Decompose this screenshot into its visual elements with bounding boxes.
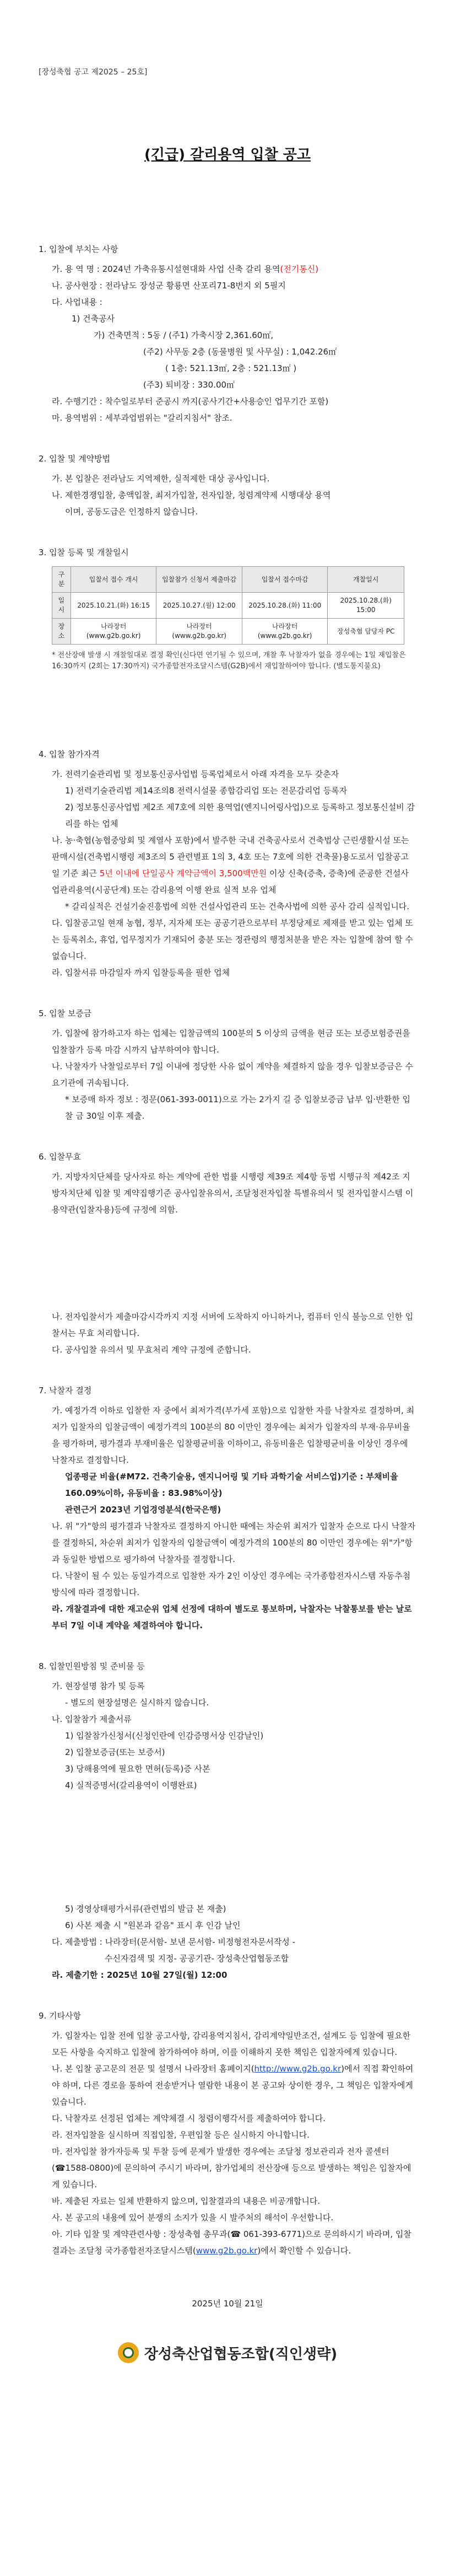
- schedule-table: [52, 566, 404, 645]
- s9-ah-text2: )에서 확인할 수 있습니다.: [257, 2246, 351, 2256]
- page-title: (긴급) 갈리용역 입찰 공고: [144, 147, 311, 163]
- s4-item-na: [39, 832, 416, 898]
- section-4: [39, 746, 416, 981]
- s7-ga-bold2: 관련근거 2023년 기업경영분석(한국은행): [65, 1505, 221, 1515]
- section-1-heading: 1. 입찰에 부치는 사항: [39, 244, 118, 254]
- s4-item-ga: 가. 전력기술관리법 및 정보통신공사업법 등록업체로서 아래 자격을 모두 갖춘자: [52, 769, 339, 779]
- s4-na-text: 나. 농·축협(농협중앙회 및 계열사 포함)에서 발주한 국내 건축공사로서 건축법상 근린생활시설 또는 판매시설(건축법시행령 제3조의 5 관련별표 1의 3, 4호 또는 7호에 의한 건축물)용도로서 입찰공고일 기준 최근: [52, 835, 409, 878]
- table-cell: 2025.10.28.(화) 15:00: [328, 593, 404, 619]
- s2-item-ga: 가. 본 입찰은 전라남도 지역제한, 실적제한 대상 공사입니다.: [52, 474, 270, 484]
- table-cell: 2025.10.28.(화) 11:00: [242, 593, 328, 619]
- section-6-heading: 6. 입찰무효: [39, 1152, 82, 1162]
- s7-ga-bold: 업종평균 비율(#M72. 건축기술용, 엔지니어링 및 기타 과학기술 서비스업)기준 : 부채비율 160.09%이하, 유동비율 : 83.98%이상): [65, 1472, 398, 1498]
- s5-item-ga: 가. 입찰에 참가하고자 하는 업체는 입찰금액의 100분의 5 이상의 금액을 현금 또는 보증보험증권을 입찰참가 등록 마감 시까지 납부하여야 합니다.: [52, 1028, 410, 1055]
- s1-d1: 1) 건축공사: [72, 314, 115, 324]
- section-2-heading: 2. 입찰 및 계약방법: [39, 454, 111, 464]
- section-1: [39, 241, 416, 426]
- section-7-heading: 7. 낙찰자 결정: [39, 1386, 92, 1396]
- org-name: 장성축산업협동조합(직인생략): [144, 2346, 338, 2363]
- s9-na-text2: )에서 직접 확인하여야 하며, 다른 경로을 통하여 전송받거나 열람한 내용이 본 공고와 상이한 경우, 그 책임은 입찰자에게 있습니다.: [52, 2064, 414, 2107]
- s9-item-da: 다. 낙찰자로 선정된 업체는 계약체결 시 청렴이행각서를 제출하여야 합니다.: [52, 2113, 326, 2123]
- schedule-col-1: 입찰서 접수 개시: [71, 567, 156, 593]
- section-5-heading: 5. 입찰 보증금: [39, 1008, 92, 1018]
- s9-ah-text: 아. 기타 입찰 및 계약관련사항 : 장성축협 총무과(☎ 061-393-6771)으로 문의하시기 바라며, 입찰결과는 조달청 국가종합전자조달시스템(: [52, 2229, 411, 2256]
- s9-item-ah: [39, 2226, 416, 2259]
- section-5: [39, 1005, 416, 1124]
- schedule-col-3: 입찰서 접수마감: [242, 567, 328, 593]
- schedule-col-2: 입찰참가 신청서 제출마감: [156, 567, 242, 593]
- s1-ga-text: 가. 용 역 명 : 2024년 가축유통시설현대화 사업 신축 갈리 용역: [52, 264, 280, 274]
- s4-item-da: 다. 입찰공고일 현재 농협, 정부, 지자체 또는 공공기관으로부터 부정당제로 제재를 받고 있는 업체 또는 등록취소, 휴업, 업무정지가 기재되어 충분 또는 정관령의 행정처분을 받은 자는 입찰에 참여 할 수 없습니다.: [52, 918, 413, 961]
- table-cell: 장성축협 담당자 PC: [328, 619, 404, 645]
- s4-ga2: 2) 정보통신공사업법 제2조 제7호에 의한 용역업(엔지니어링사업)으로 등록하고 정보통신설비 감리를 하는 업체: [65, 802, 415, 829]
- s1-d1b: (주2) 사무동 2층 (동물병원 및 사무실) : 1,042.26㎡: [143, 347, 337, 357]
- s1-item-da: 다. 사업내용 :: [52, 297, 102, 307]
- schedule-row1-label: 일 시: [52, 593, 71, 619]
- s8-n6: 6) 사본 제출 시 "원본과 같음" 표시 후 인감 날인: [65, 1920, 241, 1930]
- table-cell: 2025.10.21.(화) 16:15: [71, 593, 156, 619]
- s6-item-ga: 가. 지방자치단체를 당사자로 하는 계약에 관한 법률 시행령 제39조 제4항 동법 시행규칙 제42조 지방자치단체 입찰 및 계약집행기준 공사입찰유의서, 조달청전자입찰 특별유의서 및 전자입찰시스템 이용약관(입찰자용)등에 규정에 의함.: [52, 1172, 414, 1215]
- notice-date: 2025년 10월 21일: [192, 2299, 263, 2309]
- s7-item-na: 나. 위 "가"항의 평가결과 낙찰자로 결정하지 아니한 때에는 차순위 최저가 입찰자 순으로 다시 낙찰자를 결정하되, 차순위 최저가 입찰자의 입찰금액이 예정가격의 100분의 80 이만인 경우에는 위"가"항과 동일한 방법으로 평가하여 낙찰자를 결정합니다.: [52, 1521, 416, 1564]
- s2-item-na1: 나. 제한경쟁입찰, 총액입찰, 최저가입찰, 전자입찰, 청렴계약제 시행대상 용역: [52, 490, 331, 500]
- table-cell: 나라장터 (www.g2b.go.kr): [71, 619, 156, 645]
- g2b-link-2[interactable]: www.g2b.go.kr: [196, 2246, 258, 2256]
- section-4-heading: 4. 입찰 참가자격: [39, 749, 100, 759]
- s1-item-na: 나. 공사현장 : 전라남도 장성군 황룡면 산포리71-8번지 외 5필지: [52, 281, 286, 291]
- s8-n4: 4) 실적증명서(갈리용역이 이행완료): [65, 1780, 197, 1790]
- s8-item-ra: 라. 제출기한 : 2025년 10월 27일(월) 12:00: [52, 1970, 228, 1980]
- section-8-heading: 8. 입찰민원방침 및 준비물 등: [39, 1661, 145, 1671]
- s9-item-na: [39, 2060, 416, 2110]
- doc-code: [장성축협 공고 제2025 – 25호]: [39, 68, 148, 77]
- s9-item-sa: 사. 본 공고의 내용에 있어 분쟁의 소지가 있을 시 발주처의 해석이 우선합니다.: [52, 2213, 334, 2223]
- table-row: [52, 619, 404, 645]
- s4-ga1: 1) 전력기술관리법 제14조의8 전력시설물 종합감리업 또는 전문감리업 등록자: [65, 786, 348, 796]
- section-6: [39, 1149, 416, 1218]
- s8-item-da: 다. 제출방법 : 나라장터(문서함- 보낸 문서함- 비정형전자문서작성 -: [52, 1937, 296, 1947]
- s1-d1a: 가) 건축면적 : 5동 / (주1) 가축시장 2,361.60㎡,: [94, 330, 274, 340]
- schedule-col-0: 구 분: [52, 567, 71, 593]
- s1-item-ma: 마. 용역범위 : 세부과업범위는 "갈리지침서" 참조.: [52, 413, 232, 423]
- section-6-cont: [39, 1308, 416, 1358]
- s8-item-na: 나. 입찰참가 제출서류: [52, 1714, 132, 1724]
- section-9: [39, 2008, 416, 2259]
- s9-item-ra: 라. 전자입찰을 실시하며 직접입찰, 우편입찰 등은 실시하지 아니합니다.: [52, 2130, 310, 2140]
- section-7: [39, 1382, 416, 1634]
- s9-item-ga: 가. 입찰자는 입찰 전에 입찰 공고사항, 감리용역지침서, 감리계약일반조건, 설계도 등 입찰에 필요한 모든 사항을 숙지하고 입찰에 참가하여야 하며, 이를 이해하지 못한 책임은 입찰자에게 있습니다.: [52, 2031, 411, 2057]
- s4-na-note: * 갈리실적은 건설기술진흥법에 의한 건설사업관리 또는 건축사법에 의한 공사 감리 실적입니다.: [65, 901, 410, 911]
- s4-na-red: 5년 이내에 단일공사 계약금액이 3,500백만원: [99, 868, 267, 878]
- footer-org: [39, 2342, 416, 2363]
- section-3-heading: 3. 입찰 등록 및 개찰일시: [39, 548, 129, 557]
- s1-d1c: ( 1층: 521.13㎡, 2층 : 521.13㎡ ): [165, 363, 297, 373]
- s7-item-ra: 라. 개찰결과에 대한 재고순위 업체 선정에 대하여 별도로 통보하며, 낙찰자는 낙찰통보를 받는 날로부터 7일 이내 계약을 체결하여야 합니다.: [52, 1604, 412, 1630]
- s8-n2: 2) 입찰보증금(또는 보증서): [65, 1747, 165, 1757]
- table-row: [52, 593, 404, 619]
- cooperative-seal-icon: [118, 2342, 139, 2363]
- s9-item-ma: 마. 전자입찰 참가자등록 및 투찰 등에 문제가 발생한 경우에는 조달청 정보관리과 전자 콜센터(☎1588-0800)에 문의하여 주시기 바라며, 참가업체의 전산장애 등으로 발생하는 책임은 입찰자에게 있습니다.: [52, 2146, 411, 2189]
- s7-item-da: 다. 낙찰이 될 수 있는 동일가격으로 입찰한 자가 2인 이상인 경우에는 국가종합전자시스템 자동추첨방식에 따라 결정합니다.: [52, 1571, 411, 1597]
- section-2: [39, 450, 416, 520]
- s7-item-ga: 가. 예정가격 이하로 입찰한 자 중에서 최저가격(부가세 포함)으로 입찰한 자를 낙찰자로 결정하며, 최저가 입찰자의 입찰금액이 예정가격의 100분의 80 이만인 경우에는 최저가 입찰자의 부재·유무비율을 평가하며, 평가결과 부재비율은 입찰평균비율 이하이고, 유동비율은 입찰평균비율 이상인 경우에 낙찰자로 결정합니다.: [52, 1405, 415, 1465]
- s5-item-na: 나. 낙찰자가 낙찰일로부터 7일 이내에 정당한 사유 없이 계약을 체결하지 않을 경우 입찰보증금은 수요기관에 귀속됩니다.: [52, 1061, 413, 1088]
- s8-item-ga: 가. 현장설명 참가 및 등록: [52, 1681, 145, 1691]
- g2b-link[interactable]: http://www.g2b.go.kr: [254, 2064, 342, 2074]
- s5-note: * 보증매 하자 정보 : 정문(061-393-0011)으로 가는 2가지 길 증 입찰보증금 납부 입·반환한 입찰 금 30일 이후 제출.: [65, 1094, 411, 1121]
- s6-item-na: 나. 전자입찰서가 제출마감시각까지 지정 서버에 도착하지 아니하거나, 컴퓨터 인식 불능으로 인한 입찰서는 무효 처리합니다.: [52, 1312, 414, 1338]
- table-cell: 나라장터 (www.g2b.go.kr): [156, 619, 242, 645]
- s8-n1: 1) 입찰참가신청서(신청인란에 인감증명서상 인감날인): [65, 1731, 264, 1741]
- s1-d1d: (주3) 퇴비장 : 330.00㎡: [143, 380, 235, 390]
- s8-da2: 수신자검색 및 지정- 공공기관- 장성축산업협동조합: [105, 1954, 289, 1963]
- s6-item-da: 다. 공사입찰 유의서 및 무효처리 계약 규정에 준합니다.: [52, 1345, 251, 1355]
- s9-na-text: 나. 본 입찰 공고문의 전문 및 설명서 나라장터 홈페이지(: [52, 2064, 254, 2074]
- schedule-row2-label: 장 소: [52, 619, 71, 645]
- s4-item-ra: 라. 입찰서류 마감일자 까지 입찰등록을 필한 업체: [52, 968, 230, 978]
- section-3: [39, 544, 416, 672]
- s8-n3: 3) 당해용역에 필요한 면허(등록)증 사본: [65, 1764, 210, 1774]
- schedule-header-row: [52, 567, 404, 593]
- s2-item-na2: 이며, 공동도급은 인정하지 않습니다.: [65, 507, 198, 517]
- s8-ga-sub: - 별도의 현장설명은 실시하지 않습니다.: [65, 1698, 209, 1708]
- table-cell: 2025.10.27.(월) 12:00: [156, 593, 242, 619]
- schedule-col-4: 개찰일시: [328, 567, 404, 593]
- s3-note: * 전산장애 발생 시 개찰일대로 결정 확인(신다면 연기될 수 있으며, 개찰 후 낙찰자가 없을 경우에는 1일 재입찰은 16:30까지 (2회는 17:30까지) 국가종합전자조달시스템(G2B)에서 재입찰하여야 합니다. (별도통지불요): [52, 651, 406, 670]
- section-8: [39, 1658, 416, 1794]
- s1-item-ga: [39, 261, 416, 277]
- section-8-cont: [39, 1901, 416, 1983]
- s8-n5: 5) 경영상태평가서류(관련법의 발급 본 재출): [65, 1904, 226, 1914]
- table-cell: 나라장터 (www.g2b.go.kr): [242, 619, 328, 645]
- s9-item-ba: 바. 제출된 자료는 일체 반환하지 않으며, 입찰결과의 내용은 비공개합니다.: [52, 2196, 321, 2206]
- s1-ga-red: (전기통신): [280, 264, 319, 274]
- s1-item-ra: 라. 수행기간 : 착수일로부터 준공시 까지(공사기간+사용승인 업무기간 포함): [52, 396, 329, 406]
- section-9-heading: 9. 기타사항: [39, 2011, 82, 2021]
- s4-na-text2: 이상 신축(증축, 증축)에 준공한 건설사업관리용역(시공단계) 또는 감리용역 이행 완료 실적 보유 업체: [52, 868, 409, 895]
